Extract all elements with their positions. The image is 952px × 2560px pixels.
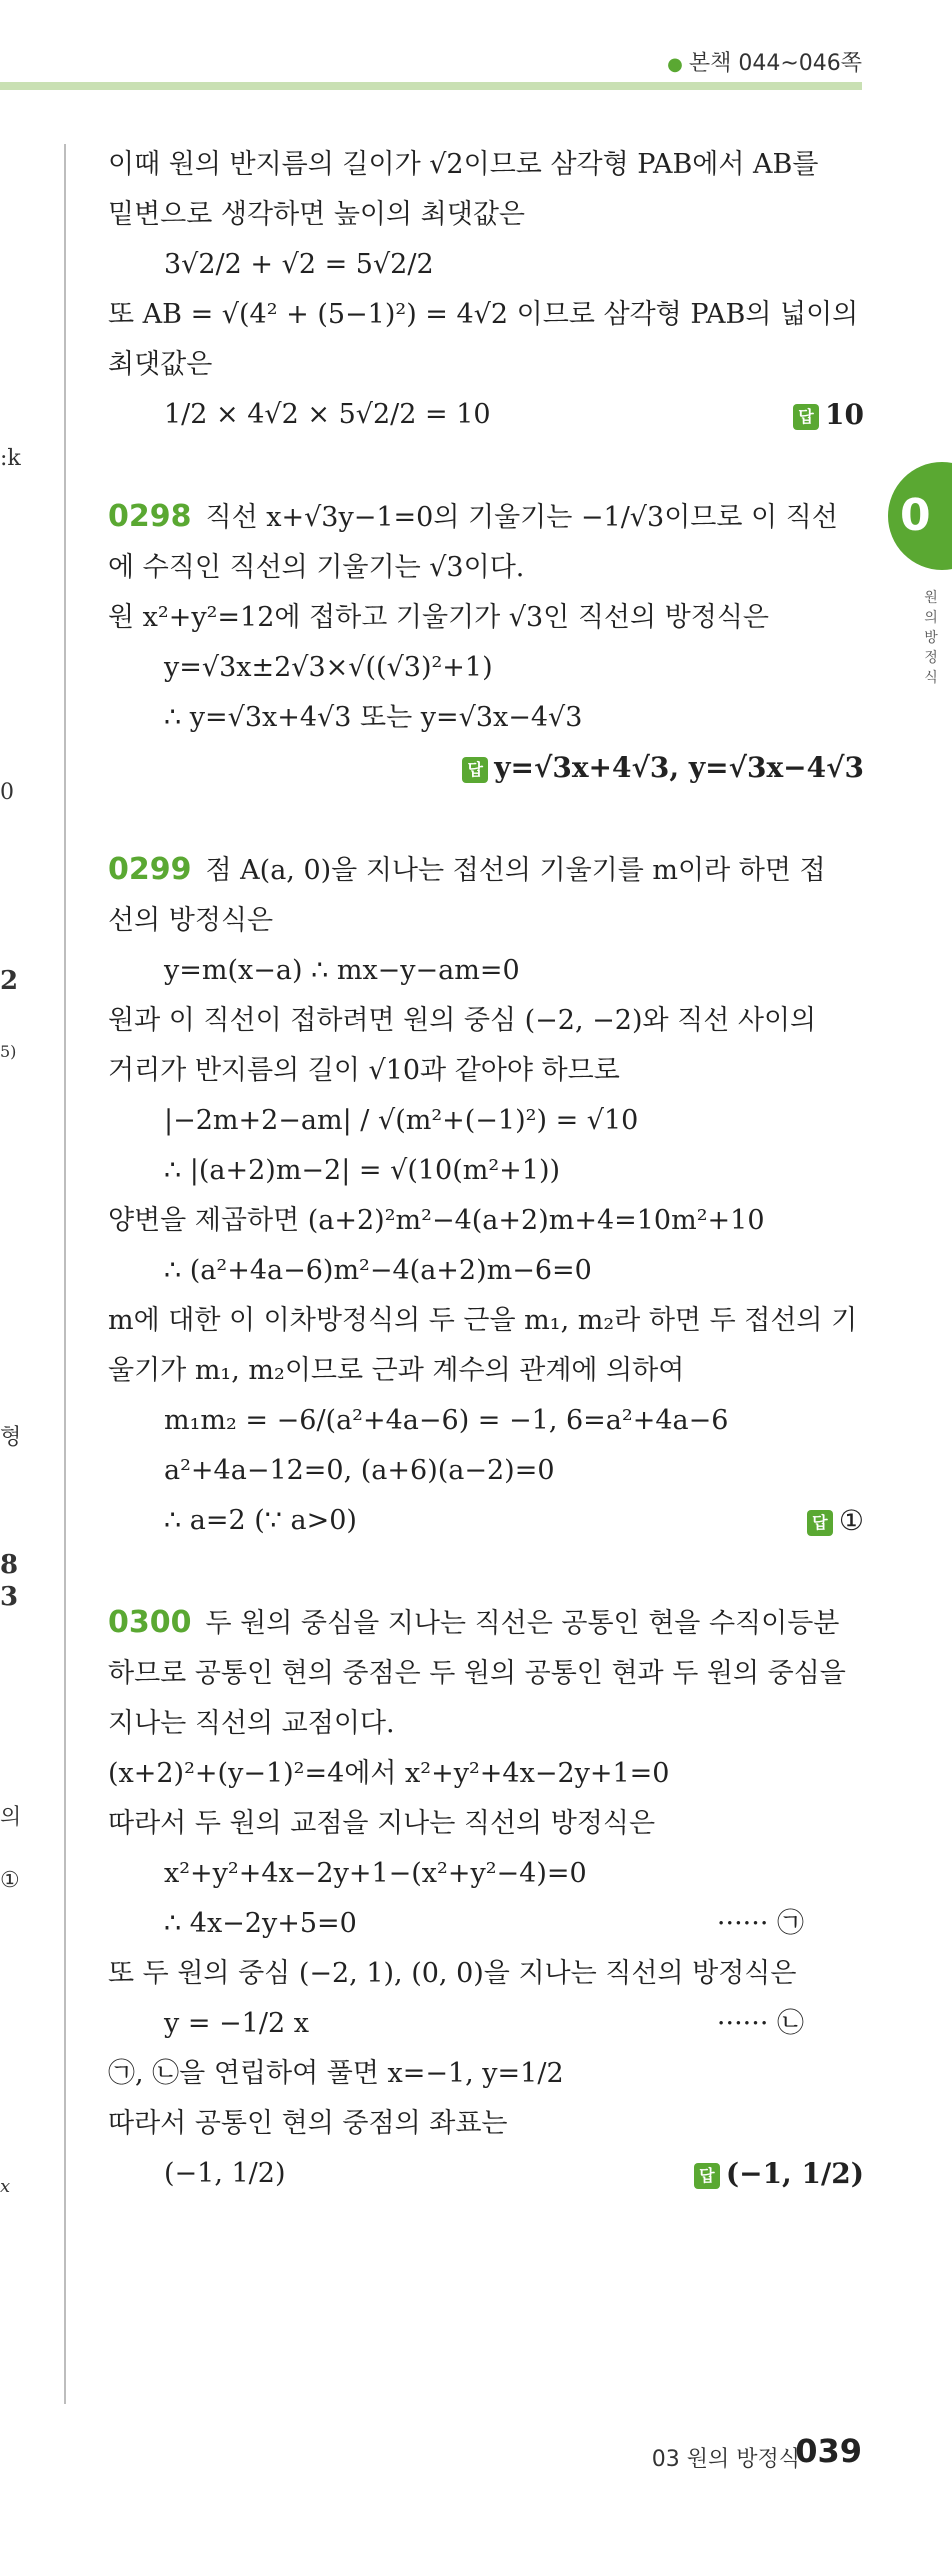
footer-chapter: 03 원의 방정식 <box>651 2447 800 2472</box>
margin-fragment: ① <box>0 1868 20 1893</box>
formula-line: (x+2)²+(y−1)²=4에서 x²+y²+4x−2y+1=0 <box>108 1758 670 1789</box>
margin-fragment: 3 <box>0 1582 19 1612</box>
text-line: 원과 이 직선이 접하려면 원의 중심 (−2, −2)와 직선 사이의 <box>108 1005 817 1036</box>
answer <box>462 743 864 794</box>
formula-line <box>108 1899 864 1949</box>
formula-line <box>108 390 864 440</box>
solution-column <box>108 140 864 2199</box>
answer-badge: 답 <box>694 2163 720 2189</box>
text-line: 에 수직인 직선의 기울기는 √3이다. <box>108 552 525 583</box>
bullet-icon: ● <box>667 54 683 75</box>
formula-line: ∴ y=√3x+4√3 또는 y=√3x−4√3 <box>164 702 583 733</box>
answer-value: 10 <box>825 398 864 431</box>
formula-line: ∴ |(a+2)m−2| = √(10(m²+1)) <box>164 1155 561 1186</box>
margin-fragment: 형 <box>0 1425 22 1450</box>
formula-line: 3√2/2 + √2 = 5√2/2 <box>164 249 434 280</box>
margin-fragment: 5) <box>0 1042 17 1061</box>
formula-line <box>108 1999 864 2049</box>
text-line: 하므로 공통인 현의 중점은 두 원의 공통인 현과 두 원의 중심을 <box>108 1658 846 1689</box>
text-line: 따라서 공통인 현의 중점의 좌표는 <box>108 2108 508 2139</box>
margin-fragment: 0 <box>0 780 14 805</box>
text-line: 또 두 원의 중심 (−2, 1), (0, 0)을 지나는 직선의 방정식은 <box>108 1958 797 1989</box>
formula-line: ㉠, ㉡을 연립하여 풀면 x=−1, y=1/2 <box>108 2058 564 2089</box>
formula-text: y = −1/2 x <box>164 2008 309 2039</box>
answer-badge: 답 <box>807 1510 833 1536</box>
text-line: 지나는 직선의 교점이다. <box>108 1708 395 1739</box>
formula-text: 1/2 × 4√2 × 5√2/2 = 10 <box>164 399 491 430</box>
formula-line: ∴ (a²+4a−6)m²−4(a+2)m−6=0 <box>164 1255 592 1286</box>
margin-fragment: :k <box>0 446 21 471</box>
text-line: 최댓값은 <box>108 349 213 380</box>
margin-fragment: 의 <box>0 1805 22 1830</box>
formula-line: y=m(x−a) ∴ mx−y−am=0 <box>164 955 520 986</box>
problem-0298 <box>108 492 864 543</box>
text-line: 울기가 m₁, m₂이므로 근과 계수의 관계에 의하여 <box>108 1355 685 1386</box>
margin-fragment: 8 <box>0 1550 19 1580</box>
formula-line: y=√3x±2√3×√((√3)²+1) <box>164 652 493 683</box>
equation-tag: ······ ㉠ <box>716 1908 804 1939</box>
text-line: 점 A(a, 0)을 지나는 접선의 기울기를 m이라 하면 접 <box>205 855 826 886</box>
text-line: m에 대한 이 이차방정식의 두 근을 m₁, m₂라 하면 두 접선의 기 <box>108 1305 858 1336</box>
text-line: 거리가 반지름의 길이 √10과 같아야 하므로 <box>108 1055 620 1086</box>
equation-tag: ······ ㉡ <box>716 2008 804 2039</box>
formula-line: a²+4a−12=0, (a+6)(a−2)=0 <box>164 1455 555 1486</box>
chapter-tab-text: 원의방정식 <box>924 590 938 686</box>
problem-0299 <box>108 845 864 896</box>
problem-number: 0300 <box>108 1605 192 1640</box>
text-line: 또 AB = √(4² + (5−1)²) = 4√2 이므로 삼각형 PAB의 넓이의 <box>108 299 859 330</box>
text-line: 두 원의 중심을 지나는 직선은 공통인 현을 수직이등분 <box>205 1608 840 1639</box>
margin-fragment: x <box>0 2176 11 2197</box>
text-line: 밑변으로 생각하면 높이의 최댓값은 <box>108 199 525 230</box>
formula-line: |−2m+2−am| / √(m²+(−1)²) = √10 <box>164 1105 639 1136</box>
header-rule <box>0 82 862 90</box>
formula-line: x²+y²+4x−2y+1−(x²+y²−4)=0 <box>164 1858 587 1889</box>
problem-number: 0299 <box>108 852 192 887</box>
answer <box>694 2149 864 2200</box>
chapter-tab <box>888 462 952 570</box>
page-reference-text: 본책 044~046쪽 <box>688 51 862 76</box>
answer-value: y=√3x+4√3, y=√3x−4√3 <box>494 751 864 784</box>
text-line: 따라서 두 원의 교점을 지나는 직선의 방정식은 <box>108 1808 656 1839</box>
text-line: 이때 원의 반지름의 길이가 √2이므로 삼각형 PAB에서 AB를 <box>108 149 819 180</box>
answer-badge: 답 <box>462 757 488 783</box>
text-line: 선의 방정식은 <box>108 905 274 936</box>
formula-line <box>108 2149 864 2199</box>
problem-0300 <box>108 1598 864 1649</box>
chapter-tab-number: 0 <box>900 490 931 541</box>
answer-badge: 답 <box>793 404 819 430</box>
column-divider <box>64 144 66 2404</box>
formula-line: m₁m₂ = −6/(a²+4a−6) = −1, 6=a²+4a−6 <box>164 1405 729 1436</box>
formula-text: (−1, 1/2) <box>164 2158 286 2189</box>
answer-value: (−1, 1/2) <box>725 2157 864 2190</box>
page-reference <box>667 46 862 77</box>
answer <box>793 390 864 441</box>
answer <box>807 1496 864 1547</box>
answer-value: ① <box>838 1504 864 1537</box>
margin-fragment: 2 <box>0 966 19 996</box>
formula-text: ∴ a=2 (∵ a>0) <box>164 1505 357 1536</box>
text-line: 직선 x+√3y−1=0의 기울기는 −1/√3이므로 이 직선 <box>205 502 838 533</box>
answer-row <box>108 743 864 793</box>
problem-number: 0298 <box>108 499 192 534</box>
formula-text: ∴ 4x−2y+5=0 <box>164 1908 357 1939</box>
formula-line: 양변을 제곱하면 (a+2)²m²−4(a+2)m+4=10m²+10 <box>108 1205 765 1236</box>
page-number: 039 <box>795 2432 862 2470</box>
formula-line <box>108 1496 864 1546</box>
text-line: 원 x²+y²=12에 접하고 기울기가 √3인 직선의 방정식은 <box>108 602 770 633</box>
